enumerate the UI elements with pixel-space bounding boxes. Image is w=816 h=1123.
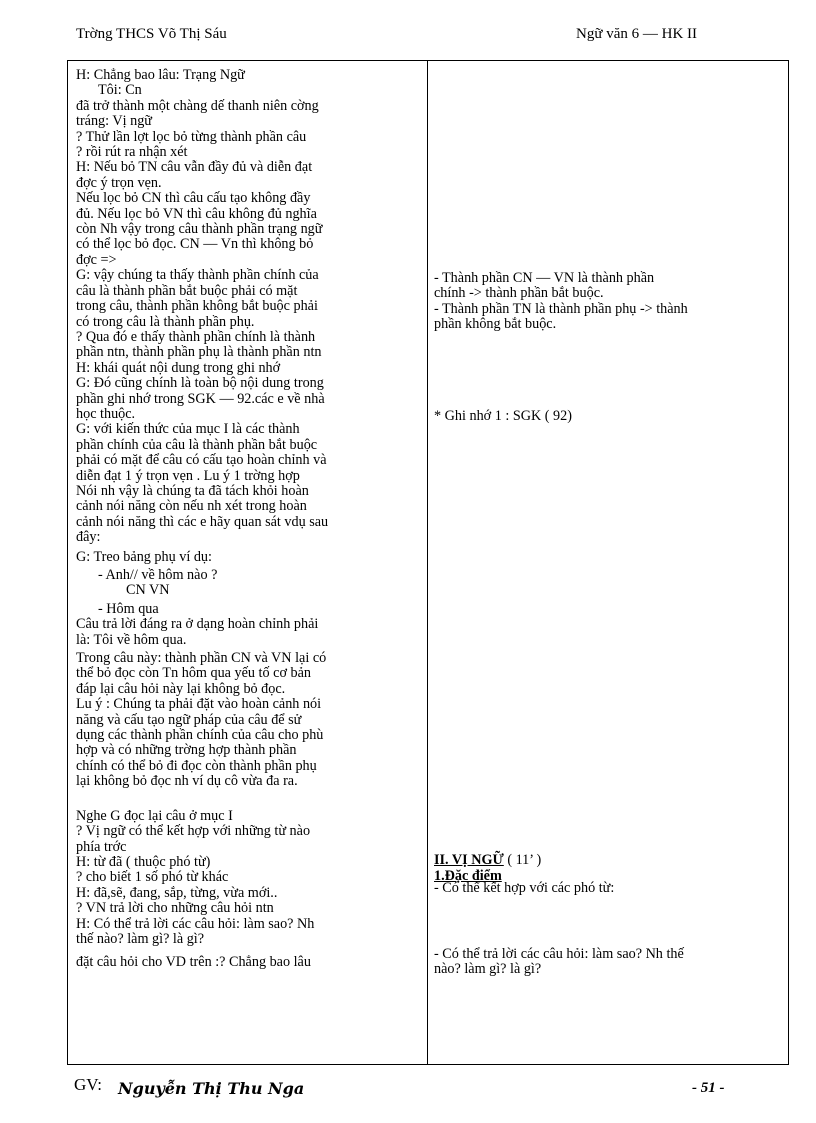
- left-line: còn Nh vậy trong câu thành phần trạng ngữ: [76, 221, 323, 238]
- right-line: - Thành phần TN là thành phần phụ -> thành: [434, 300, 688, 317]
- left-line: thế nào? làm gì? là gì?: [76, 930, 205, 947]
- left-line: đợc ý trọn vẹn.: [76, 174, 162, 191]
- right-line: - Có thể kết hợp với các phó từ:: [434, 880, 615, 896]
- left-line: đáp lại câu hỏi này lại không bỏ đọc.: [76, 680, 286, 697]
- left-line: Trong câu này: thành phần CN và VN lại có: [76, 650, 327, 667]
- left-line: G: Treo bảng phụ ví dụ:: [76, 548, 212, 565]
- left-line: Tôi: Cn: [98, 82, 142, 99]
- teacher-name: Nguyễn Thị Thu Nga: [118, 1079, 305, 1098]
- header-school: Trờng THCS Võ Thị Sáu: [76, 26, 227, 42]
- lesson-table: [67, 60, 789, 1065]
- teacher-student-activity-column: [76, 68, 421, 971]
- left-line: chính có thể bỏ đi đọc còn thành phần phụ: [76, 757, 317, 774]
- left-line: năng và cấu tạo ngữ pháp của câu để sử: [76, 711, 302, 728]
- heading-text: 1.Đặc điểm: [434, 868, 502, 884]
- left-line: - Hôm qua: [98, 600, 159, 617]
- left-line: đây:: [76, 529, 101, 546]
- content-block: [434, 947, 684, 978]
- left-line: trong câu, thành phần không bắt buộc phải: [76, 298, 318, 315]
- left-line: tráng: Vị ngữ: [76, 113, 152, 130]
- left-line: ? cho biết 1 số phó từ khác: [76, 869, 229, 886]
- left-line: phần ghi nhớ trong SGK — 92.các e về nhà: [76, 390, 325, 407]
- left-line: là: Tôi về hôm qua.: [76, 631, 187, 648]
- left-line: H: Nếu bỏ TN câu vẫn đầy đủ và diễn đạt: [76, 159, 313, 176]
- left-line: H: khái quát nội dung trong ghi nhớ: [76, 359, 281, 376]
- left-line: thể bỏ đọc còn Tn hôm qua yếu tố cơ bản: [76, 665, 311, 682]
- left-line: - Anh// về hôm nào ?: [98, 567, 218, 583]
- left-line: G: với kiến thức của mục I là các thành: [76, 421, 300, 438]
- right-line: chính -> thành phần bắt buộc.: [434, 285, 604, 302]
- left-line: phần chính của câu là thành phần bắt buộc: [76, 436, 318, 453]
- left-line: Câu trả lời đáng ra ở dạng hoàn chỉnh phải: [76, 616, 319, 633]
- heading-text: II. VỊ NGỮ: [434, 852, 504, 868]
- left-line: lại không bỏ đọc nh ví dụ cô vừa đa ra.: [76, 773, 298, 790]
- left-line: ? Qua đó e thấy thành phần chính là thành: [76, 328, 316, 345]
- left-line: đặt câu hỏi cho VD trên :? Chẳng bao lâu: [76, 954, 311, 971]
- left-line: G: Đó cũng chính là toàn bộ nội dung trong: [76, 375, 324, 392]
- right-line: phần không bắt buộc.: [434, 316, 557, 333]
- left-line: dụng các thành phần chính của câu cho phù: [76, 727, 324, 744]
- left-line: phải có mặt để câu có cấu tạo hoàn chỉnh và: [76, 452, 327, 469]
- left-line: đủ. Nếu lọc bỏ VN thì câu không đủ nghĩa: [76, 205, 317, 222]
- left-line: H: đã,sẽ, đang, sắp, từng, vừa mới..: [76, 884, 278, 901]
- left-line: học thuộc.: [76, 405, 136, 422]
- left-line: cảnh nói năng còn nếu nh xét trong hoàn: [76, 498, 307, 515]
- page-number: - 51 -: [692, 1080, 725, 1096]
- left-line: CN VN: [126, 582, 170, 599]
- left-line: Nghe G đọc lại câu ở mục I: [76, 807, 233, 824]
- left-line: phía trớc: [76, 838, 127, 855]
- footer-gv-label: GV:: [74, 1075, 103, 1094]
- left-line: đợc =>: [76, 251, 117, 268]
- left-line: hợp và có những trờng hợp thành phần: [76, 742, 297, 759]
- content-block: [434, 409, 572, 424]
- right-line: - Có thể trả lời các câu hỏi: làm sao? Nh thế: [434, 946, 684, 962]
- left-line: câu là thành phần bắt buộc phải có mặt: [76, 282, 298, 299]
- left-line: Lu ý : Chúng ta phải đặt vào hoàn cảnh nói: [76, 696, 322, 713]
- left-line: Nếu lọc bỏ CN thì câu cấu tạo không đầy: [76, 190, 311, 207]
- left-line: phần ntn, thành phần phụ là thành phần ntn: [76, 344, 322, 361]
- left-line: cảnh nói năng thì các e hãy quan sát vdụ sau: [76, 513, 329, 530]
- left-line: Nói nh vậy là chúng ta đã tách khỏi hoàn: [76, 482, 309, 499]
- heading-duration: ( 11’ ): [503, 852, 542, 868]
- content-block: [434, 271, 688, 333]
- right-line: nào? làm gì? là gì?: [434, 961, 542, 978]
- left-line: diễn đạt 1 ý trọn vẹn . Lu ý 1 trờng hợp: [76, 467, 300, 484]
- left-line: H: Chẳng bao lâu: Trạng Ngữ: [76, 67, 245, 83]
- left-line: ? Vị ngữ có thể kết hợp với những từ nào: [76, 823, 311, 840]
- header-subject: Ngữ văn 6 — HK II: [576, 26, 698, 42]
- left-line: H: Có thể trả lời các câu hỏi: làm sao? Nh: [76, 915, 315, 932]
- left-line: có trong câu là thành phần phụ.: [76, 313, 255, 330]
- left-line: đã trở thành một chàng dế thanh niên cờng: [76, 97, 319, 114]
- left-line: H: từ đã ( thuộc phó từ): [76, 853, 211, 870]
- left-line: ? Thử lần lợt lọc bỏ từng thành phần câu: [76, 128, 307, 145]
- right-line: - Thành phần CN — VN là thành phần: [434, 270, 655, 286]
- right-line: * Ghi nhớ 1 : SGK ( 92): [434, 408, 572, 424]
- left-line: có thể lọc bỏ đọc. CN — Vn thì không bỏ: [76, 236, 314, 253]
- left-line: ? VN trả lời cho những câu hỏi ntn: [76, 900, 274, 917]
- left-line: G: vậy chúng ta thấy thành phần chính của: [76, 267, 319, 284]
- content-block: [434, 881, 614, 896]
- left-line: ? rồi rút ra nhận xét: [76, 144, 188, 161]
- column-divider: [427, 61, 428, 1064]
